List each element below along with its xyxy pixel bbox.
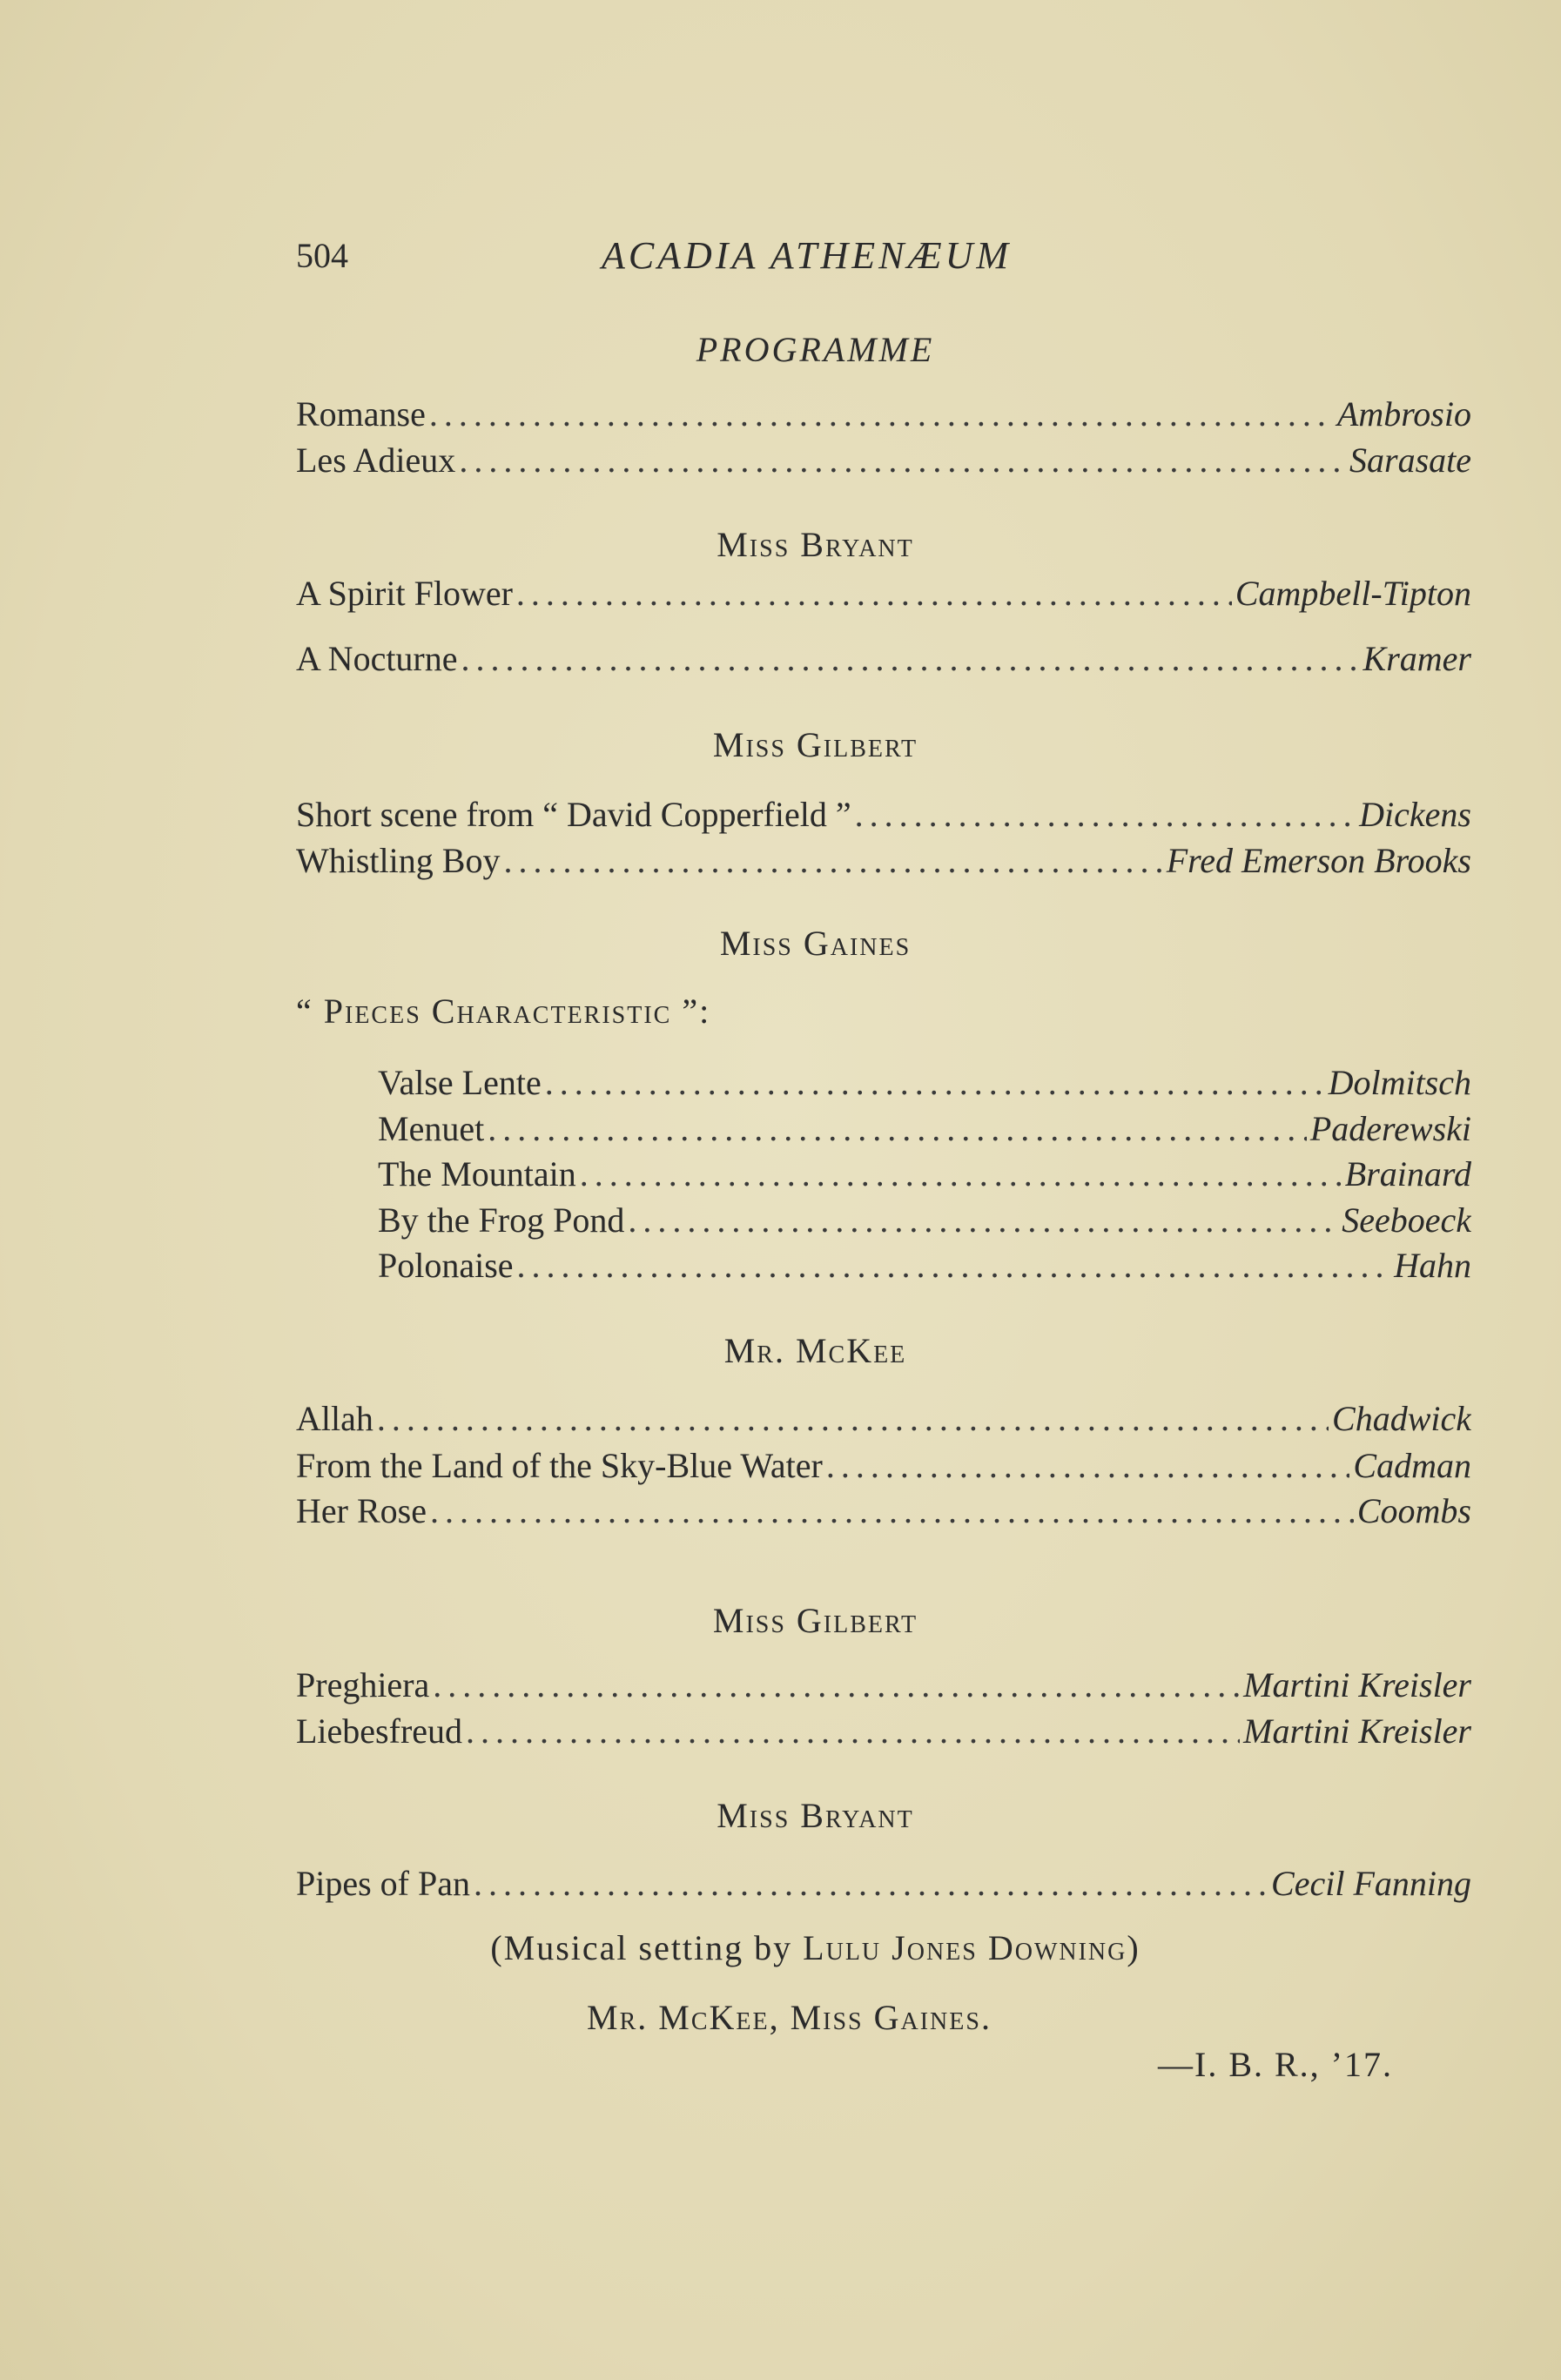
item-title: Romanse	[296, 394, 426, 434]
item-composer: Brainard	[1344, 1154, 1471, 1193]
programme-item	[296, 1863, 1471, 1908]
performer-name: Miss Gaines	[719, 924, 912, 963]
item-title: Liebesfreud	[296, 1711, 463, 1751]
dot-leader	[461, 638, 1360, 679]
item-title: From the Land of the Sky-Blue Water	[296, 1446, 823, 1485]
programme-item	[296, 1490, 1471, 1536]
dot-leader	[628, 1200, 1338, 1240]
programme-item	[296, 1445, 1471, 1490]
dot-leader	[545, 1062, 1325, 1103]
running-title: ACADIA ATHENÆUM	[601, 234, 1013, 277]
programme-item	[296, 840, 1471, 885]
dot-leader	[466, 1711, 1240, 1751]
item-title: Polonaise	[378, 1246, 514, 1285]
arranger-name: Lulu Jones Downing	[803, 1928, 1127, 1967]
programme-item	[296, 393, 1471, 439]
item-composer: Paderewski	[1309, 1109, 1471, 1148]
note-prefix: (Musical setting by	[490, 1928, 793, 1967]
item-title: A Spirit Flower	[296, 574, 513, 613]
dot-leader	[430, 1490, 1354, 1531]
dot-leader	[433, 1664, 1240, 1705]
item-composer: Hahn	[1394, 1246, 1471, 1285]
item-composer: Chadwick	[1332, 1399, 1471, 1438]
item-title: Allah	[296, 1399, 373, 1438]
dot-leader	[516, 573, 1232, 614]
page-number: 504	[296, 236, 348, 275]
item-title: Preghiera	[296, 1665, 430, 1704]
performer-name: Miss Bryant	[717, 525, 914, 564]
programme-item	[296, 1398, 1471, 1443]
item-title: Her Rose	[296, 1491, 427, 1530]
item-title: Valse Lente	[378, 1063, 542, 1102]
musical-setting-note	[0, 1927, 1561, 1968]
note-suffix: )	[1127, 1928, 1140, 1967]
dot-leader	[429, 393, 1334, 434]
final-performers: Mr. McKee, Miss Gaines.	[587, 1998, 992, 2037]
dot-leader	[459, 440, 1346, 481]
item-composer: Dolmitsch	[1328, 1063, 1471, 1102]
programme-item	[378, 1200, 1471, 1245]
dot-leader	[488, 1108, 1307, 1149]
dot-leader	[377, 1398, 1329, 1439]
item-title: Whistling Boy	[296, 841, 501, 880]
performer-name: Mr. McKee	[723, 1331, 907, 1370]
programme-item	[378, 1153, 1471, 1199]
item-title: Short scene from “ David Copperfield ”	[296, 795, 851, 834]
performer-name: Miss Bryant	[717, 1796, 914, 1835]
item-title: Les Adieux	[296, 440, 456, 480]
item-title: The Mountain	[378, 1154, 576, 1193]
performer-name: Miss Gilbert	[712, 725, 918, 764]
programme-item	[296, 1711, 1471, 1756]
programme-item	[296, 440, 1471, 485]
performer-name: Miss Gilbert	[712, 1601, 918, 1640]
item-composer: Cadman	[1353, 1446, 1471, 1485]
programme-item	[378, 1108, 1471, 1153]
dot-leader	[580, 1153, 1342, 1194]
item-title: Pipes of Pan	[296, 1864, 470, 1903]
dot-leader	[855, 794, 1356, 835]
item-title: Menuet	[378, 1109, 485, 1148]
item-composer: Martini Kreisler	[1243, 1711, 1471, 1751]
item-composer: Campbell-Tipton	[1235, 574, 1471, 613]
subheading: “ Pieces Characteristic ”:	[296, 992, 711, 1031]
item-composer: Cecil Fanning	[1271, 1864, 1471, 1903]
programme-title: PROGRAMME	[696, 330, 935, 369]
item-title: A Nocturne	[296, 639, 458, 678]
item-composer: Kramer	[1363, 639, 1471, 678]
item-composer: Dickens	[1359, 795, 1471, 834]
signature: —I. B. R., ’17.	[1158, 2045, 1393, 2084]
programme-item	[296, 794, 1471, 839]
dot-leader	[503, 840, 1162, 881]
item-composer: Fred Emerson Brooks	[1166, 841, 1471, 880]
dot-leader	[517, 1245, 1391, 1286]
programme-item	[378, 1245, 1471, 1290]
item-composer: Sarasate	[1349, 440, 1471, 480]
programme-item	[296, 573, 1471, 618]
dot-leader	[826, 1445, 1350, 1486]
programme-item	[296, 638, 1471, 683]
item-composer: Martini Kreisler	[1243, 1665, 1471, 1704]
programme-item	[296, 1664, 1471, 1710]
item-composer: Ambrosio	[1336, 394, 1471, 434]
item-composer: Seeboeck	[1342, 1200, 1471, 1240]
programme-item	[378, 1062, 1471, 1107]
item-composer: Coombs	[1356, 1491, 1471, 1530]
item-title: By the Frog Pond	[378, 1200, 625, 1240]
dot-leader	[474, 1863, 1268, 1904]
